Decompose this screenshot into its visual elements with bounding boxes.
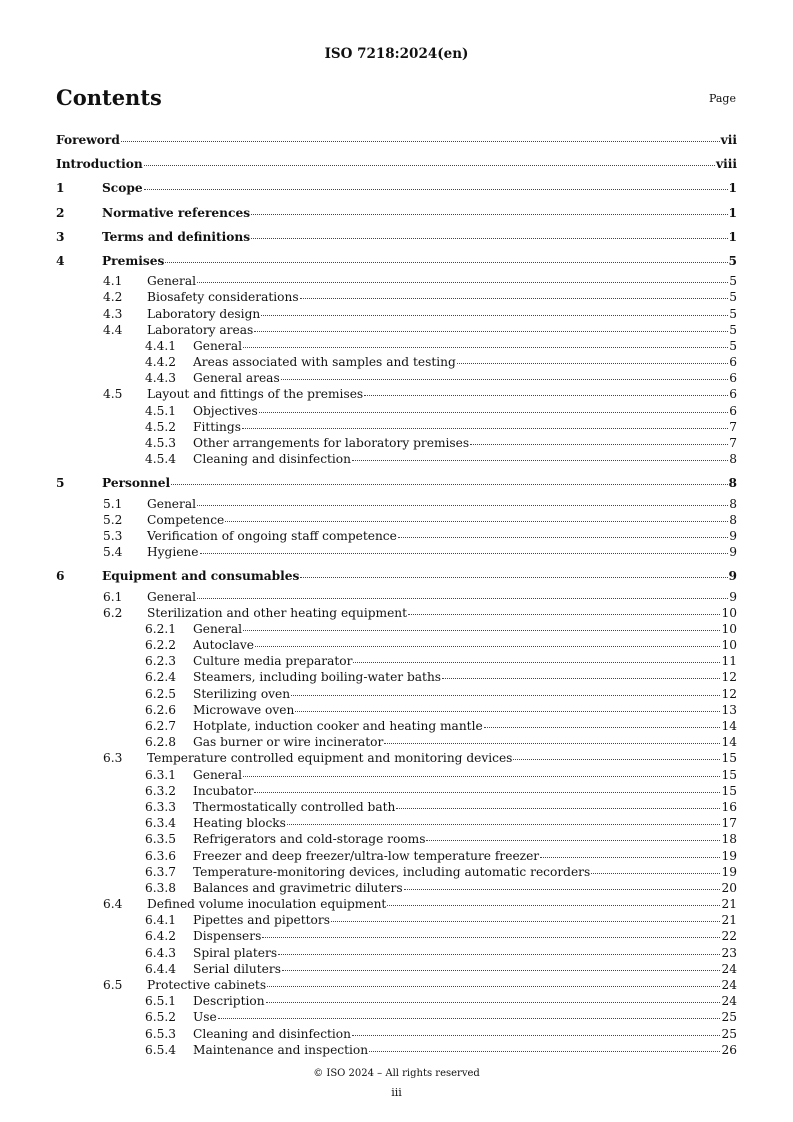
toc-entry-number: 5.4 <box>103 545 123 560</box>
toc-entry-number: 6.1 <box>103 589 123 604</box>
toc-entry-page: 1 <box>728 205 737 220</box>
toc-entry-number: 4.4.2 <box>145 355 177 370</box>
toc-entry[interactable] <box>56 496 737 512</box>
toc-entry-title: Terms and definitions <box>102 225 250 249</box>
toc-entry-number: 5.3 <box>103 528 123 543</box>
toc-entry-page: 7 <box>729 419 737 434</box>
dot-leader <box>352 460 728 461</box>
dot-leader <box>254 792 720 793</box>
toc-entry[interactable] <box>56 815 737 831</box>
dot-leader <box>255 646 721 647</box>
dot-leader <box>197 598 728 599</box>
toc-entry-page: 19 <box>721 864 737 879</box>
toc-entry[interactable] <box>56 435 737 451</box>
toc-entry-number: 6.3.8 <box>145 880 177 895</box>
toc-entry[interactable] <box>56 864 737 880</box>
toc-entry-title: Foreword <box>56 128 120 152</box>
toc-entry-title: Areas associated with samples and testing <box>193 355 456 370</box>
dot-leader <box>331 921 721 922</box>
dot-leader <box>457 363 728 364</box>
toc-entry-number: 4.5.4 <box>145 452 177 467</box>
toc-entry-number: 4.4 <box>103 322 123 337</box>
toc-entry-number: 3 <box>56 229 65 244</box>
toc-entry[interactable] <box>56 799 737 815</box>
toc-entry-title: General <box>147 496 196 511</box>
dot-leader <box>197 505 728 506</box>
toc-entry-title: General <box>147 589 196 604</box>
dot-leader <box>243 630 720 631</box>
toc-entry-page: 5 <box>729 338 737 353</box>
dot-leader <box>396 808 720 809</box>
toc-entry[interactable] <box>56 977 737 993</box>
toc-entry-title: Laboratory design <box>147 306 261 321</box>
toc-entry-page: 15 <box>721 783 737 798</box>
toc-entry[interactable] <box>56 354 737 370</box>
toc-entry-number: 6.4.3 <box>145 945 177 960</box>
toc-entry[interactable] <box>56 386 737 402</box>
toc-entry[interactable] <box>56 176 737 200</box>
toc-entry[interactable] <box>56 734 737 750</box>
toc-entry-number: 2 <box>56 205 65 220</box>
dot-leader <box>287 824 721 825</box>
toc-entry[interactable] <box>56 289 737 305</box>
toc-entry-page: 11 <box>721 654 737 669</box>
toc-entry-title: Equipment and consumables <box>102 564 299 588</box>
dot-leader <box>291 695 720 696</box>
toc-entry-number: 6.3.5 <box>145 832 177 847</box>
toc-entry-page: 22 <box>721 929 737 944</box>
toc-entry[interactable] <box>56 544 737 560</box>
dot-leader <box>225 521 728 522</box>
toc-entry-title: Serial diluters <box>193 961 281 976</box>
toc-entry-title: Hygiene <box>147 545 199 560</box>
toc-entry-page: 23 <box>721 945 737 960</box>
toc-entry-page: 18 <box>721 832 737 847</box>
dot-leader <box>259 412 728 413</box>
contents-title: Contents <box>56 85 162 110</box>
toc-entry[interactable] <box>56 880 737 896</box>
toc-entry-page: 21 <box>721 913 737 928</box>
toc-entry-title: Laboratory areas <box>147 322 254 337</box>
toc-entry[interactable] <box>56 767 737 783</box>
dot-leader <box>278 954 720 955</box>
toc-entry[interactable] <box>56 912 737 928</box>
toc-entry-title: Description <box>193 994 265 1009</box>
toc-entry-page: 6 <box>729 387 737 402</box>
toc-entry[interactable] <box>56 589 737 605</box>
toc-entry-title: Steamers, including boiling-water baths <box>193 670 442 685</box>
toc-entry-page: 10 <box>721 621 737 636</box>
dot-leader <box>300 577 727 578</box>
toc-entry-page: 21 <box>721 897 737 912</box>
toc-entry-title: Biosafety considerations <box>147 290 299 305</box>
toc-entry-title: Balances and gravimetric diluters <box>193 880 403 895</box>
toc-entry-number: 4.4.3 <box>145 371 177 386</box>
dot-leader <box>470 444 728 445</box>
dot-leader <box>353 662 720 663</box>
toc-entry-page: viii <box>716 157 737 172</box>
toc-entry[interactable] <box>56 831 737 847</box>
toc-entry-number: 4.5 <box>103 387 123 402</box>
dot-leader <box>266 1002 721 1003</box>
toc-entry[interactable] <box>56 1042 737 1058</box>
toc-entry-page: 19 <box>721 848 737 863</box>
toc-entry-page: 24 <box>721 994 737 1009</box>
toc-entry-page: 7 <box>729 436 737 450</box>
toc-entry-page: 14 <box>721 735 737 750</box>
toc-entry[interactable] <box>56 783 737 799</box>
toc-entry-title: General areas <box>193 371 280 386</box>
toc-entry-title: Defined volume inoculation equipment <box>147 897 387 912</box>
toc-entry[interactable] <box>56 273 737 289</box>
toc-entry-page: 25 <box>721 1026 737 1041</box>
toc-entry-number: 4.4.1 <box>145 338 177 353</box>
toc-entry-page: 9 <box>729 589 737 604</box>
toc-entry[interactable] <box>56 718 737 734</box>
toc-entry-number: 4.1 <box>103 274 123 289</box>
dot-leader <box>144 189 728 190</box>
toc-entry-number: 6.2.2 <box>145 638 177 653</box>
toc-entry-title: Use <box>193 1010 217 1025</box>
dot-leader <box>387 905 720 906</box>
toc-entry[interactable] <box>56 249 737 273</box>
toc-entry-title: General <box>147 274 196 289</box>
toc-entry-number: 6.2.4 <box>145 670 177 685</box>
toc-entry-number: 6.3.7 <box>145 864 177 879</box>
toc-entry-title: Personnel <box>102 471 170 495</box>
toc-entry-number: 4.3 <box>103 306 123 321</box>
toc-entry-page: 5 <box>729 322 737 337</box>
toc-entry[interactable] <box>56 512 737 528</box>
dot-leader <box>369 1051 720 1052</box>
toc-entry-number: 6.3 <box>103 751 123 766</box>
toc-entry[interactable] <box>56 945 737 961</box>
toc-entry-page: 15 <box>721 767 737 782</box>
toc-entry-page: 5 <box>728 253 737 268</box>
toc-entry-page: 10 <box>721 605 737 620</box>
toc-entry-page: vii <box>720 133 737 147</box>
document-id-header: ISO 7218:2024(en) <box>324 46 469 62</box>
dot-leader <box>591 873 720 874</box>
toc-entry-number: 6.5.1 <box>145 994 177 1009</box>
dot-leader <box>171 484 727 485</box>
toc-entry-page: 13 <box>721 702 737 717</box>
toc-entry-title: Pipettes and pipettors <box>193 913 330 928</box>
toc-entry[interactable] <box>56 152 737 176</box>
toc-entry[interactable] <box>56 686 737 702</box>
toc-entry-title: Heating blocks <box>193 816 286 831</box>
dot-leader <box>364 395 728 396</box>
toc-entry-title: Temperature controlled equipment and monitoring devices <box>147 751 513 766</box>
toc-entry[interactable] <box>56 564 737 588</box>
toc-entry-page: 8 <box>729 512 737 527</box>
toc-entry-number: 4.5.2 <box>145 419 177 434</box>
dot-leader <box>282 970 721 971</box>
toc-entry-title: General <box>193 621 242 636</box>
toc-entry-page: 9 <box>729 528 737 543</box>
toc-entry-number: 5 <box>56 476 65 491</box>
dot-leader <box>218 1018 721 1019</box>
toc-entry-title: Maintenance and inspection <box>193 1042 369 1057</box>
dot-leader <box>513 759 720 760</box>
page-number: iii <box>391 1086 402 1099</box>
dot-leader <box>352 1035 720 1036</box>
toc-entry-page: 25 <box>721 1010 737 1025</box>
dot-leader <box>165 262 727 263</box>
dot-leader <box>281 379 728 380</box>
toc-entry-title: Microwave oven <box>193 702 295 717</box>
toc-entry-title: Freezer and deep freezer/ultra-low temperature freezer <box>193 848 540 863</box>
toc-entry-page: 8 <box>729 452 737 467</box>
toc-entry[interactable] <box>56 621 737 637</box>
toc-entry-page: 6 <box>729 371 737 386</box>
toc-entry-number: 4 <box>56 253 65 268</box>
toc-entry-title: Dispensers <box>193 929 262 944</box>
toc-entry-page: 17 <box>721 816 737 831</box>
toc-entry-number: 6.3.6 <box>145 848 177 863</box>
toc-entry-title: Other arrangements for laboratory premises <box>193 436 470 450</box>
toc-entry[interactable] <box>56 225 737 249</box>
toc-entry-number: 6.4 <box>103 897 123 912</box>
toc-entry-title: Introduction <box>56 152 143 176</box>
toc-entry-title: Premises <box>102 249 164 273</box>
toc-entry-page: 1 <box>728 181 737 196</box>
dot-leader <box>197 282 728 283</box>
toc-entry-title: General <box>193 767 242 782</box>
toc-entry-number: 6.5.2 <box>145 1010 177 1025</box>
toc-entry-title: Layout and fittings of the premises <box>147 387 364 402</box>
toc-entry-page: 6 <box>729 355 737 370</box>
toc-entry-number: 6 <box>56 569 65 584</box>
toc-entry[interactable] <box>56 419 737 435</box>
copyright-notice: © ISO 2024 – All rights reserved <box>313 1068 480 1079</box>
toc-entry-title: Thermostatically controlled bath <box>193 799 396 814</box>
dot-leader <box>243 776 720 777</box>
toc-entry-title: Normative references <box>102 201 250 225</box>
toc-entry-number: 6.2.1 <box>145 621 177 636</box>
toc-entry[interactable] <box>56 750 737 766</box>
toc-entry-title: Scope <box>102 176 143 200</box>
dot-leader <box>121 141 720 142</box>
toc-entry[interactable] <box>56 848 737 864</box>
toc-entry[interactable] <box>56 605 737 621</box>
dot-leader <box>408 614 720 615</box>
toc-entry-page: 24 <box>721 978 737 992</box>
toc-entry-title: Protective cabinets <box>147 978 267 992</box>
toc-entry-number: 4.2 <box>103 290 123 305</box>
toc-entry-title: Autoclave <box>193 638 254 653</box>
toc-entry[interactable] <box>56 928 737 944</box>
toc-entry-page: 9 <box>728 569 737 584</box>
dot-leader <box>251 214 727 215</box>
toc-entry[interactable] <box>56 338 737 354</box>
dot-leader <box>442 678 720 679</box>
toc-entry-title: Competence <box>147 512 225 527</box>
toc-entry-number: 4.5.1 <box>145 403 177 418</box>
toc-entry[interactable] <box>56 993 737 1009</box>
toc-entry[interactable] <box>56 128 737 152</box>
toc-entry-title: Refrigerators and cold-storage rooms <box>193 832 426 847</box>
toc-entry-page: 20 <box>721 880 737 895</box>
toc-entry-number: 6.2.5 <box>145 686 177 701</box>
toc-entry[interactable] <box>56 1009 737 1025</box>
dot-leader <box>200 553 729 554</box>
toc-entry-title: Temperature-monitoring devices, including automatic recorders <box>193 864 591 879</box>
dot-leader <box>295 711 720 712</box>
toc-entry-title: Sterilizing oven <box>193 686 291 701</box>
toc-entry-title: General <box>193 338 242 353</box>
toc-entry[interactable] <box>56 637 737 653</box>
toc-entry[interactable] <box>56 306 737 322</box>
toc-entry-number: 5.2 <box>103 512 123 527</box>
toc-entry[interactable] <box>56 896 737 912</box>
dot-leader <box>540 857 720 858</box>
toc-entry[interactable] <box>56 528 737 544</box>
toc-entry-page: 8 <box>729 496 737 511</box>
toc-entry-number: 4.5.3 <box>145 436 177 450</box>
toc-entry[interactable] <box>56 370 737 386</box>
toc-entry-title: Spiral platers <box>193 945 278 960</box>
toc-entry-number: 6.4.4 <box>145 961 177 976</box>
page-column-label: Page <box>708 92 736 105</box>
toc-entry-page: 5 <box>729 306 737 321</box>
toc-entry-number: 6.3.2 <box>145 783 177 798</box>
toc-entry-number: 6.3.4 <box>145 816 177 831</box>
toc-entry-number: 6.5 <box>103 978 123 992</box>
toc-entry[interactable] <box>56 403 737 419</box>
dot-leader <box>243 347 728 348</box>
toc-entry[interactable] <box>56 322 737 338</box>
dot-leader <box>398 537 728 538</box>
toc-entry[interactable] <box>56 702 737 718</box>
dot-leader <box>484 727 721 728</box>
toc-entry-number: 5.1 <box>103 496 123 511</box>
toc-entry[interactable] <box>56 961 737 977</box>
dot-leader <box>262 937 720 938</box>
toc-entry[interactable] <box>56 669 737 685</box>
toc-entry-number: 6.3.3 <box>145 799 177 814</box>
toc-entry-page: 5 <box>729 290 737 305</box>
toc-entry-page: 24 <box>721 961 737 976</box>
table-of-contents <box>56 128 737 1058</box>
toc-entry-page: 14 <box>721 719 737 733</box>
dot-leader <box>254 331 728 332</box>
toc-entry-title: Culture media preparator <box>193 654 353 669</box>
dot-leader <box>144 165 715 166</box>
toc-entry-page: 1 <box>728 229 737 244</box>
dot-leader <box>261 315 728 316</box>
toc-entry[interactable] <box>56 1026 737 1042</box>
toc-entry-page: 5 <box>729 274 737 289</box>
toc-entry-page: 12 <box>721 686 737 701</box>
toc-entry-page: 15 <box>721 751 737 766</box>
dot-leader <box>426 840 720 841</box>
toc-entry-title: Incubator <box>193 783 254 798</box>
toc-entry-number: 6.2 <box>103 605 123 620</box>
toc-entry-number: 1 <box>56 181 65 196</box>
dot-leader <box>251 238 727 239</box>
toc-entry-title: Cleaning and disinfection <box>193 452 351 467</box>
toc-entry-number: 6.2.3 <box>145 654 177 669</box>
dot-leader <box>267 986 720 987</box>
toc-entry-page: 16 <box>721 799 737 814</box>
toc-entry-title: Cleaning and disinfection <box>193 1026 351 1041</box>
toc-entry-title: Verification of ongoing staff competence <box>147 528 397 543</box>
toc-entry-number: 6.4.2 <box>145 929 177 944</box>
toc-entry-number: 6.5.4 <box>145 1042 177 1057</box>
toc-entry-number: 6.3.1 <box>145 767 177 782</box>
toc-entry-title: Objectives <box>193 403 258 418</box>
dot-leader <box>404 889 721 890</box>
toc-entry-page: 12 <box>721 670 737 685</box>
toc-entry-page: 26 <box>721 1042 737 1057</box>
toc-entry[interactable] <box>56 201 737 225</box>
toc-entry-title: Hotplate, induction cooker and heating mantle <box>193 719 483 733</box>
toc-entry-number: 6.2.8 <box>145 735 177 750</box>
toc-entry-title: Sterilization and other heating equipment <box>147 605 408 620</box>
toc-entry[interactable] <box>56 451 737 467</box>
toc-entry-page: 10 <box>721 638 737 653</box>
dot-leader <box>384 743 720 744</box>
toc-entry-number: 6.5.3 <box>145 1026 177 1041</box>
toc-entry-number: 6.2.7 <box>145 719 177 733</box>
toc-entry-number: 6.4.1 <box>145 913 177 928</box>
dot-leader <box>300 298 728 299</box>
toc-entry-page: 6 <box>729 403 737 418</box>
toc-entry[interactable] <box>56 471 737 495</box>
toc-entry-page: 9 <box>729 545 737 560</box>
toc-entry-title: Gas burner or wire incinerator <box>193 735 384 750</box>
toc-entry-page: 8 <box>728 476 737 491</box>
toc-entry-number: 6.2.6 <box>145 702 177 717</box>
toc-entry-title: Fittings <box>193 419 241 434</box>
toc-entry[interactable] <box>56 653 737 669</box>
dot-leader <box>242 428 728 429</box>
